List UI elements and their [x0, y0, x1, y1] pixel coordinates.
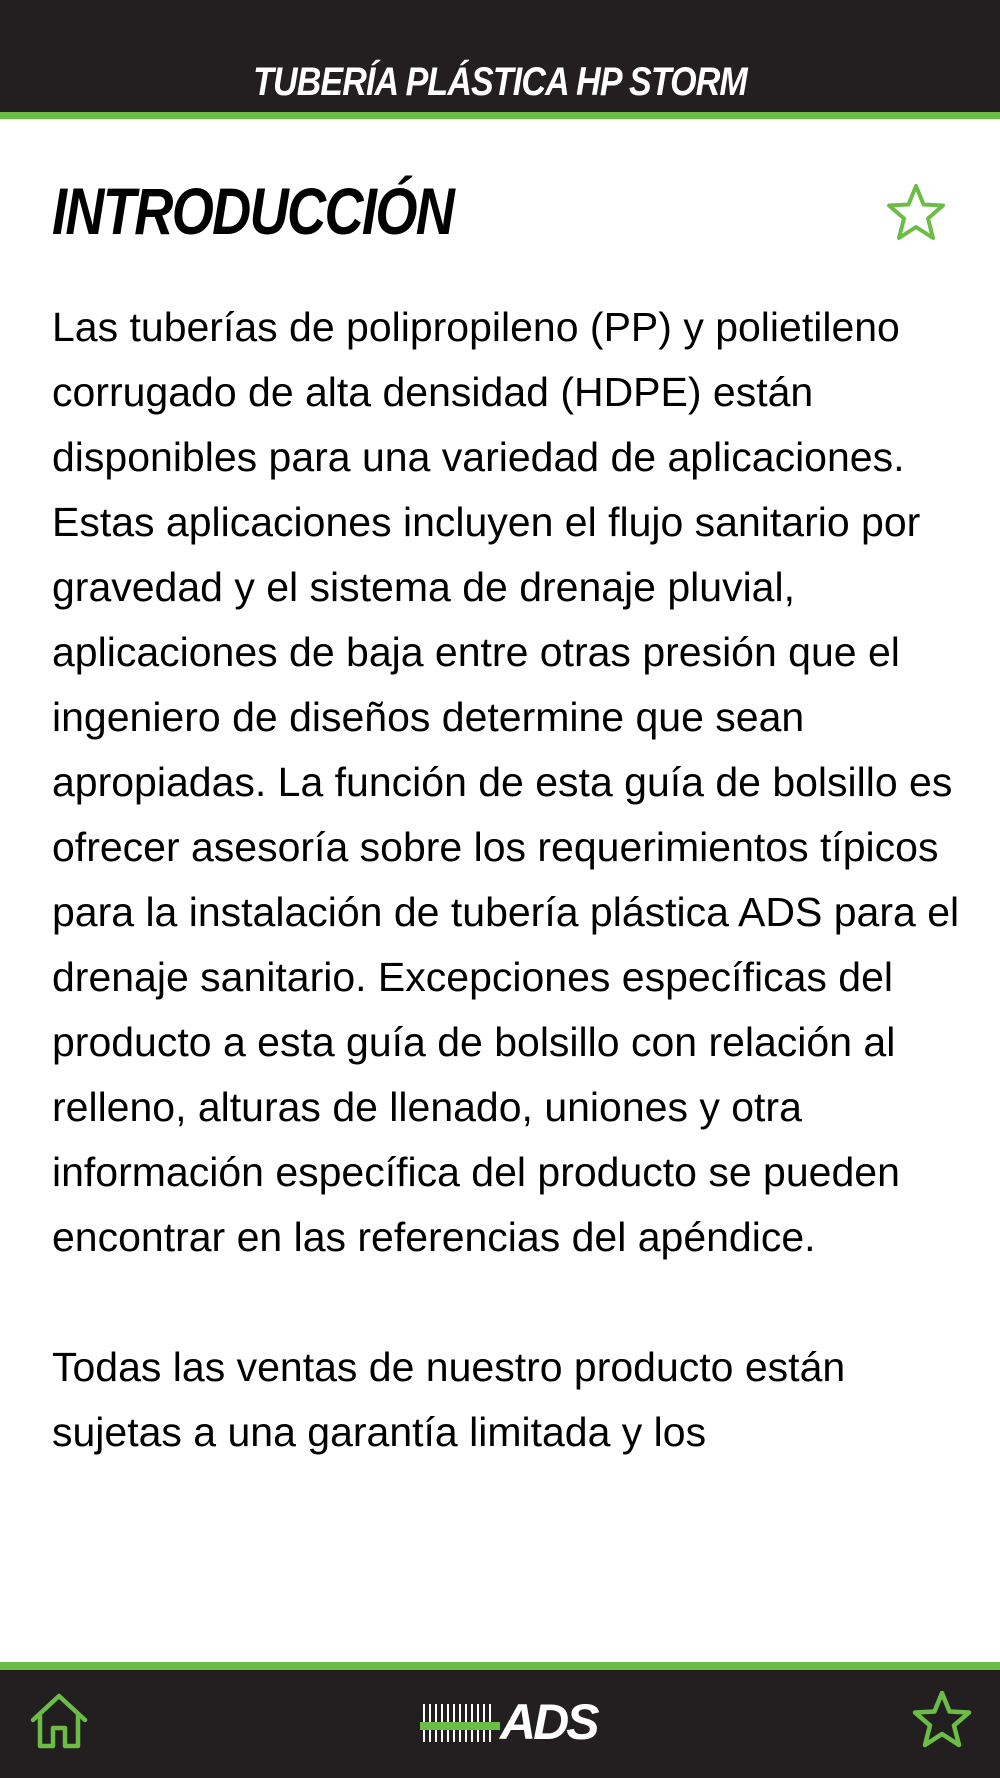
star-icon[interactable]: [910, 1688, 974, 1752]
favorite-star-icon[interactable]: [884, 181, 948, 245]
top-accent-line: [0, 112, 1000, 119]
paragraph: Las tuberías de polipropileno (PP) y polietileno corrugado de alta densidad (HDPE) están disponibles para una variedad de aplicaciones. Estas aplicaciones incluyen el flujo sanitario por gravedad y el sistema de drenaje pluvial, aplicaciones de baja entre otras presión que el ingeniero de diseños determine que sean apropiadas. La función de esta guía de bolsillo es ofrecer asesoría sobre los requerimientos típicos para la instalación de tubería plástica ADS para el drenaje sanitario. Excepciones específicas del producto a esta guía de bolsillo con relación al relleno, alturas de llenado, uniones y otra información específica del producto se pueden encontrar en las referencias del apéndice.: [52, 304, 960, 1260]
ads-logo-text: ADS: [500, 1694, 597, 1750]
body-text: [52, 295, 972, 1530]
top-bar: [0, 0, 1000, 112]
home-icon[interactable]: [28, 1690, 90, 1752]
app-title: TUBERÍA PLÁSTICA HP STORM: [253, 60, 747, 104]
content-area[interactable]: [0, 119, 1000, 1662]
section-title: INTRODUCCIÓN: [52, 174, 454, 248]
bottom-accent-line: [0, 1662, 1000, 1670]
paragraph: Todas las ventas de nuestro producto están sujetas a una garantía limitada y los: [52, 1344, 846, 1455]
